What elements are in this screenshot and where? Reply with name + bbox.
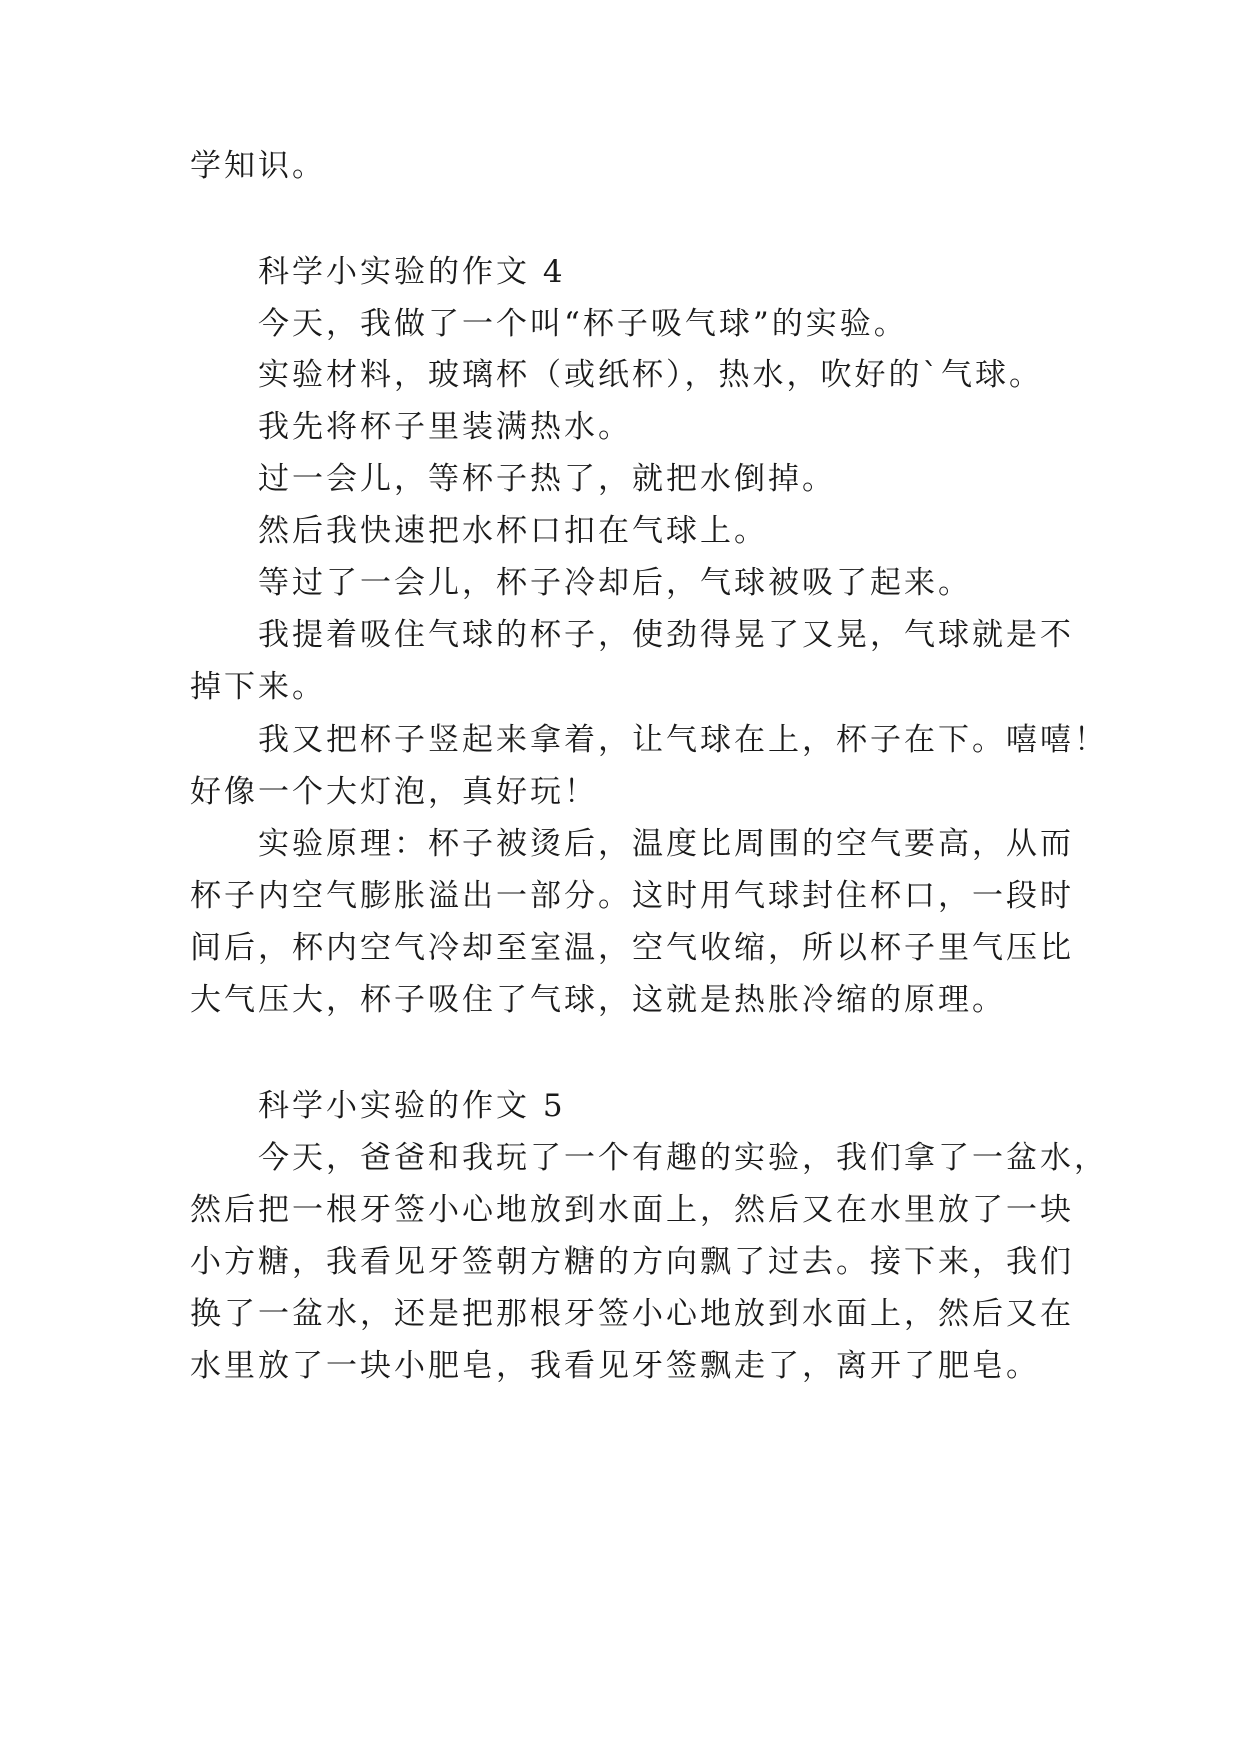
text-line: 然后把一根牙签小心地放到水面上，然后又在水里放了一块	[190, 1192, 1074, 1228]
text-line: 大气压大，杯子吸住了气球，这就是热胀冷缩的原理。	[190, 982, 1006, 1018]
text-line: 实验材料，玻璃杯（或纸杯），热水，吹好的`气球。	[258, 357, 1043, 393]
text-line: 小方糖，我看见牙签朝方糖的方向飘了过去。接下来，我们	[190, 1244, 1074, 1280]
text-line: 今天，我做了一个叫“杯子吸气球”的实验。	[258, 306, 908, 342]
text-line: 我先将杯子里装满热水。	[258, 409, 632, 445]
text-line: 学知识。	[190, 148, 326, 184]
text-line: 我又把杯子竖起来拿着，让气球在上，杯子在下。嘻嘻！	[258, 722, 1108, 758]
section-heading: 科学小实验的作文 4	[258, 254, 566, 290]
text-line: 水里放了一块小肥皂，我看见牙签飘走了，离开了肥皂。	[190, 1348, 1040, 1384]
text-line: 杯子内空气膨胀溢出一部分。这时用气球封住杯口，一段时	[190, 878, 1074, 914]
text-line: 实验原理：杯子被烫后，温度比周围的空气要高，从而	[258, 826, 1074, 862]
text-line: 间后，杯内空气冷却至室温，空气收缩，所以杯子里气压比	[190, 930, 1074, 966]
text-line: 我提着吸住气球的杯子，使劲得晃了又晃，气球就是不	[258, 617, 1074, 653]
text-line: 然后我快速把水杯口扣在气球上。	[258, 513, 768, 549]
text-line: 今天，爸爸和我玩了一个有趣的实验，我们拿了一盆水，	[258, 1140, 1108, 1176]
text-line: 等过了一会儿，杯子冷却后，气球被吸了起来。	[258, 565, 972, 601]
text-line: 换了一盆水，还是把那根牙签小心地放到水面上，然后又在	[190, 1296, 1074, 1332]
text-line: 过一会儿，等杯子热了，就把水倒掉。	[258, 461, 836, 497]
section-heading: 科学小实验的作文 5	[258, 1088, 566, 1124]
text-line: 好像一个大灯泡，真好玩！	[190, 774, 598, 810]
text-line: 掉下来。	[190, 669, 326, 705]
